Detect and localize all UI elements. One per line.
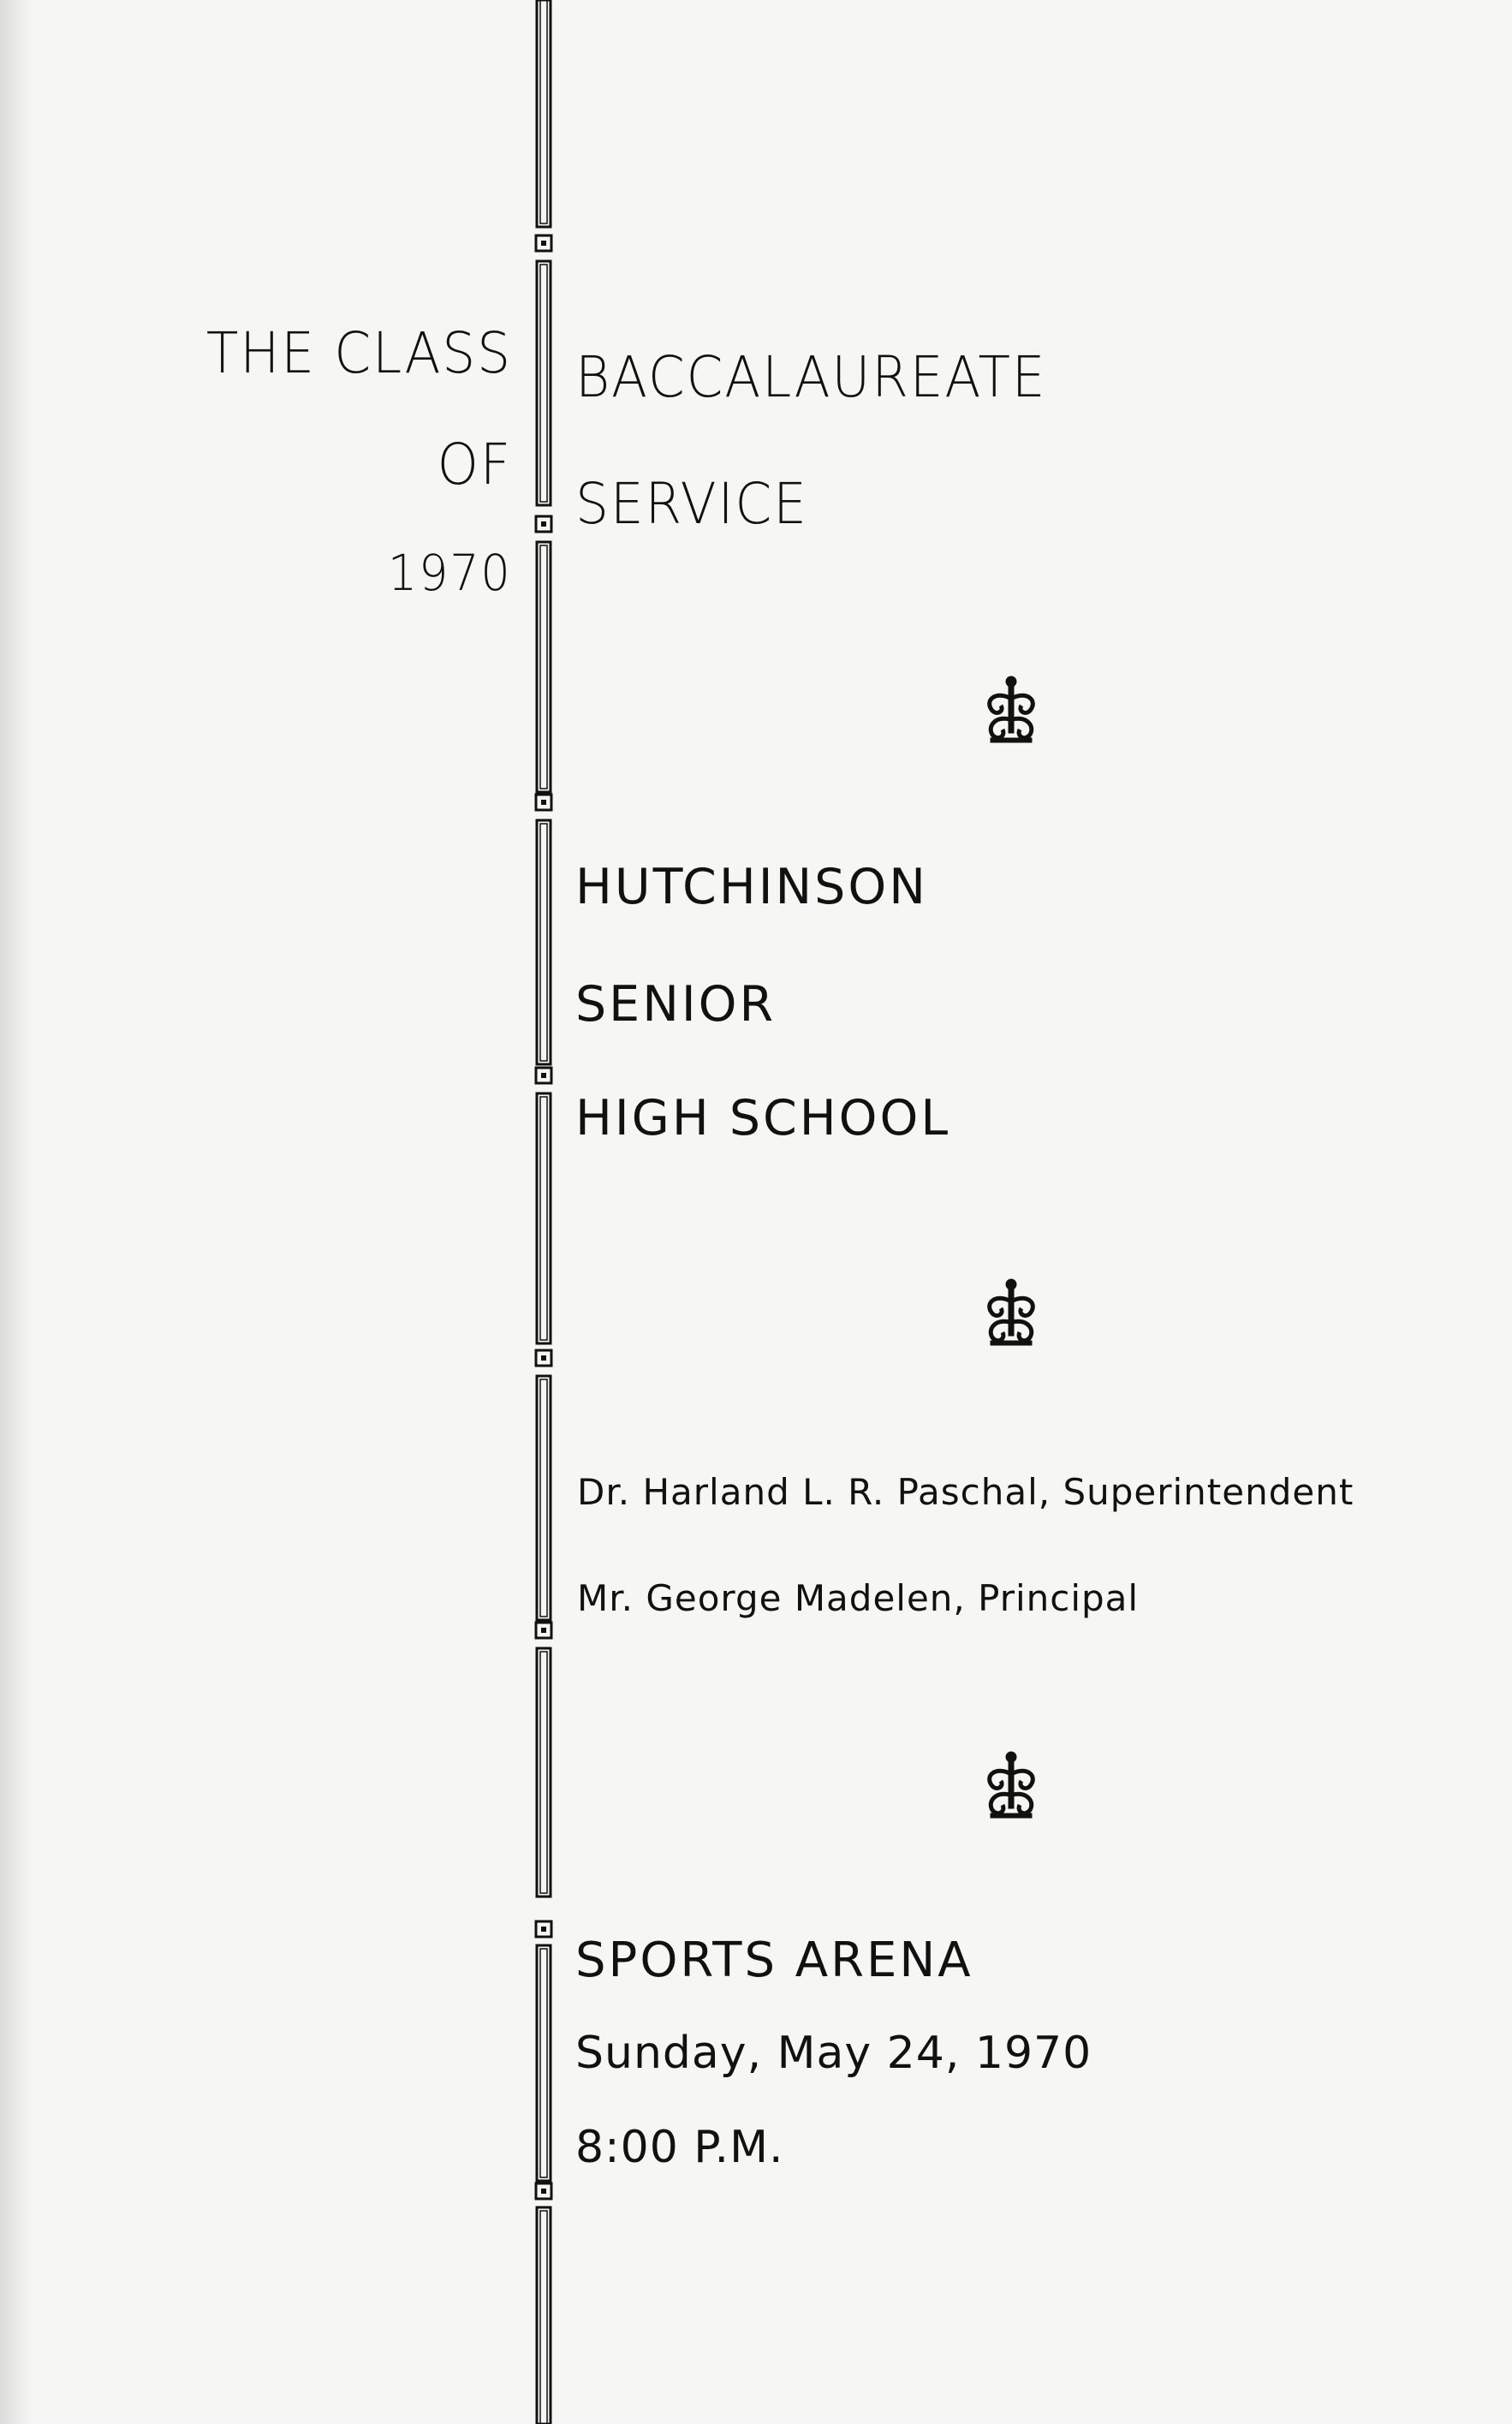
floral-ornament-icon — [975, 1276, 1047, 1348]
principal-line: Mr. George Madelen, Principal — [577, 1577, 1140, 1619]
class-year: 1970 — [388, 544, 512, 602]
floral-ornament-icon — [975, 673, 1047, 745]
class-title-line1: THE CLASS — [205, 320, 512, 386]
floral-ornament-icon — [975, 1748, 1047, 1820]
service-title-line2: SERVICE — [575, 471, 808, 537]
decorative-vertical-rule — [532, 0, 556, 2424]
paper-fold-edge — [0, 0, 33, 2424]
event-location: SPORTS ARENA — [575, 1933, 973, 1988]
class-title-line2: OF — [437, 432, 512, 497]
school-name-line3: HIGH SCHOOL — [575, 1090, 951, 1146]
school-name-line2: SENIOR — [575, 976, 777, 1033]
event-date: Sunday, May 24, 1970 — [575, 2028, 1092, 2079]
event-time: 8:00 P.M. — [575, 2122, 784, 2173]
school-name-line1: HUTCHINSON — [575, 859, 928, 915]
superintendent-line: Dr. Harland L. R. Paschal, Superintendent — [577, 1471, 1354, 1513]
service-title-line1: BACCALAUREATE — [575, 344, 1047, 410]
